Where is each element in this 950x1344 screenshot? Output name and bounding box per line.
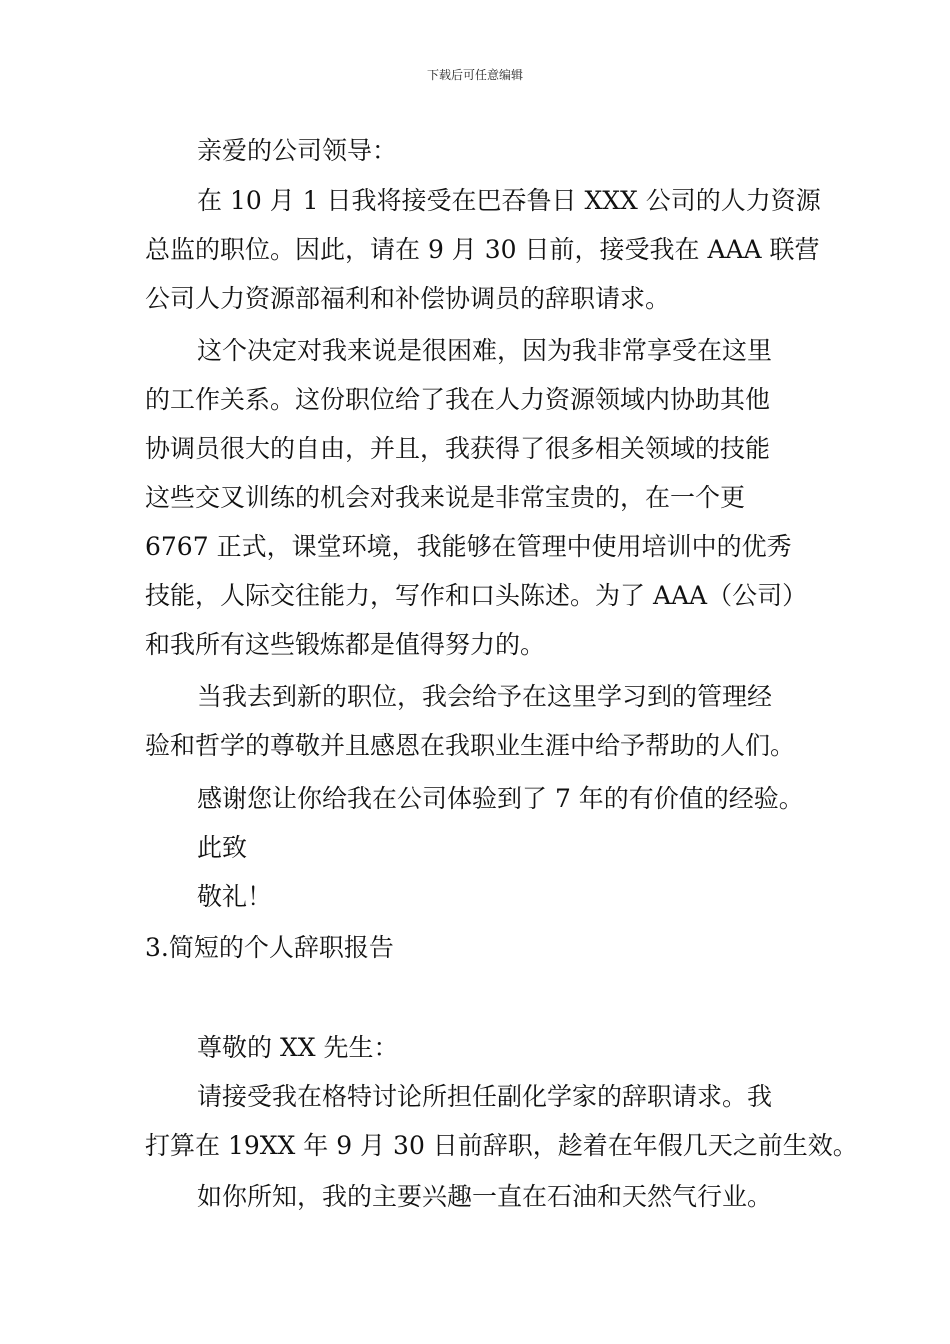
letter1-salutation: 亲爱的公司领导： xyxy=(197,136,398,165)
letter1-p1-line3: 公司人力资源部福利和补偿协调员的辞职请求。 xyxy=(145,284,671,313)
letter1-closing-2: 敬礼！ xyxy=(197,882,273,911)
letter1-p2-line5: 6767 正式，课堂环境，我能够在管理中使用培训中的优秀 xyxy=(145,532,792,561)
section3-heading: 3.简短的个人辞职报告 xyxy=(145,933,394,962)
letter1-p2-line6: 技能，人际交往能力，写作和口头陈述。为了 AAA（公司） xyxy=(145,581,808,610)
section3-p2: 如你所知，我的主要兴趣一直在石油和天然气行业。 xyxy=(197,1182,773,1211)
section3-p1-line1: 请接受我在格特讨论所担任副化学家的辞职请求。我 xyxy=(197,1082,773,1111)
section3-salutation: 尊敬的 XX 先生： xyxy=(197,1033,399,1062)
letter1-p3-line2: 验和哲学的尊敬并且感恩在我职业生涯中给予帮助的人们。 xyxy=(145,731,796,760)
letter1-p2-line2: 的工作关系。这份职位给了我在人力资源领域内协助其他 xyxy=(145,385,771,414)
letter1-p2-line4: 这些交叉训练的机会对我来说是非常宝贵的，在一个更 xyxy=(145,483,746,512)
letter1-p2-line1: 这个决定对我来说是很困难，因为我非常享受在这里 xyxy=(197,336,773,365)
letter1-closing-1: 此致 xyxy=(197,833,248,862)
letter1-p3-line1: 当我去到新的职位，我会给予在这里学习到的管理经 xyxy=(197,682,773,711)
letter1-p1-line2: 总监的职位。因此，请在 9 月 30 日前，接受我在 AAA 联营 xyxy=(145,235,820,264)
letter1-p2-line3: 协调员很大的自由，并且，我获得了很多相关领域的技能 xyxy=(145,434,771,463)
page-header-note: 下载后可任意编辑 xyxy=(426,68,523,82)
section3-p1-line2: 打算在 19XX 年 9 月 30 日前辞职，趁着在年假几天之前生效。 xyxy=(145,1131,858,1160)
letter1-p1-line1: 在 10 月 1 日我将接受在巴吞鲁日 XXX 公司的人力资源 xyxy=(197,186,821,215)
letter1-p4: 感谢您让你给我在公司体验到了 7 年的有价值的经验。 xyxy=(197,784,804,813)
letter1-p2-line7: 和我所有这些锻炼都是值得努力的。 xyxy=(145,630,546,659)
